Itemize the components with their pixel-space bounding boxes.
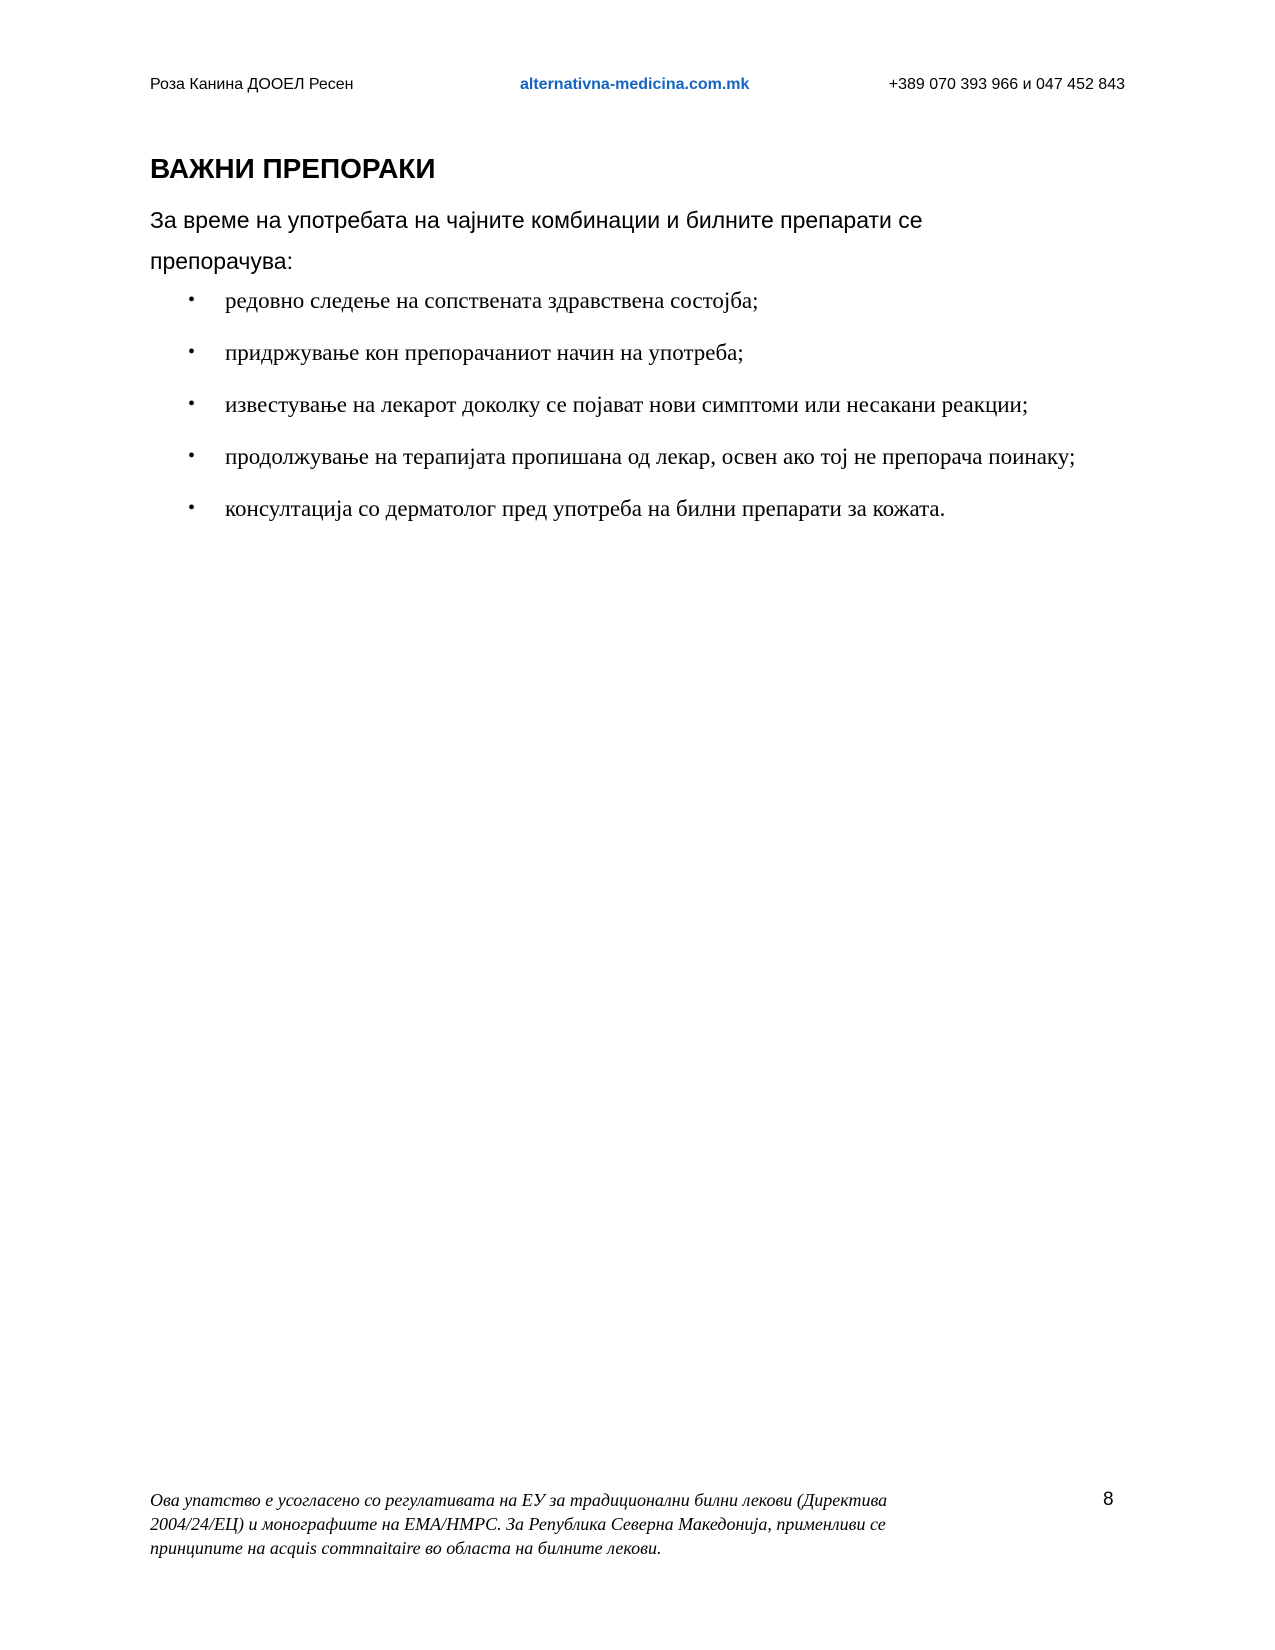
bullet-icon: • <box>188 341 196 363</box>
page-header <box>150 76 1125 98</box>
list-item <box>150 488 1125 529</box>
bullet-icon: • <box>188 497 196 519</box>
bullet-icon: • <box>188 393 196 415</box>
list-item-text: придржување кон препорачаниот начин на употреба; <box>225 340 744 365</box>
phone-numbers: +389 070 393 966 и 047 452 843 <box>888 76 1125 93</box>
footer-line: 2004/24/ЕЦ) и монографиите на ЕМА/НМРС. За Република Северна Македонија, применливи се <box>150 1514 886 1534</box>
bullet-icon: • <box>188 289 196 311</box>
page-number: 8 <box>1103 1489 1114 1510</box>
list-item <box>150 280 1125 321</box>
list-item-text: продолжување на терапијата пропишана од лекар, освен ако тој не препорача поинаку; <box>225 444 1076 469</box>
list-item-text: консултација со дерматолог пред употреба на билни препарати за кожата. <box>225 496 946 521</box>
footer-line: принципите на acquis commnaitaire во областа на билните лекови. <box>150 1538 662 1558</box>
list-item <box>150 436 1125 477</box>
list-item <box>150 384 1125 425</box>
recommendations-list <box>150 280 1125 540</box>
footer-disclaimer <box>150 1488 1080 1568</box>
list-item-text: редовно следење на сопствената здравствена состојба; <box>225 288 759 313</box>
list-item <box>150 332 1125 373</box>
section-heading: ВАЖНИ ПРЕПОРАКИ <box>150 153 436 184</box>
company-name: Роза Канина ДООЕЛ Ресен <box>150 76 354 93</box>
website-link[interactable]: alternativna-medicina.com.mk <box>520 76 750 93</box>
intro-paragraph: За време на употребата на чајните комбинации и билните препарати се препорачува: <box>150 207 923 274</box>
list-item-text: известување на лекарот доколку се појават нови симптоми или несакани реакции; <box>225 392 1029 417</box>
footer-line: Ова упатство е усогласено со регулативата на ЕУ за традиционални билни лекови (Директива <box>150 1490 888 1510</box>
bullet-icon: • <box>188 445 196 467</box>
